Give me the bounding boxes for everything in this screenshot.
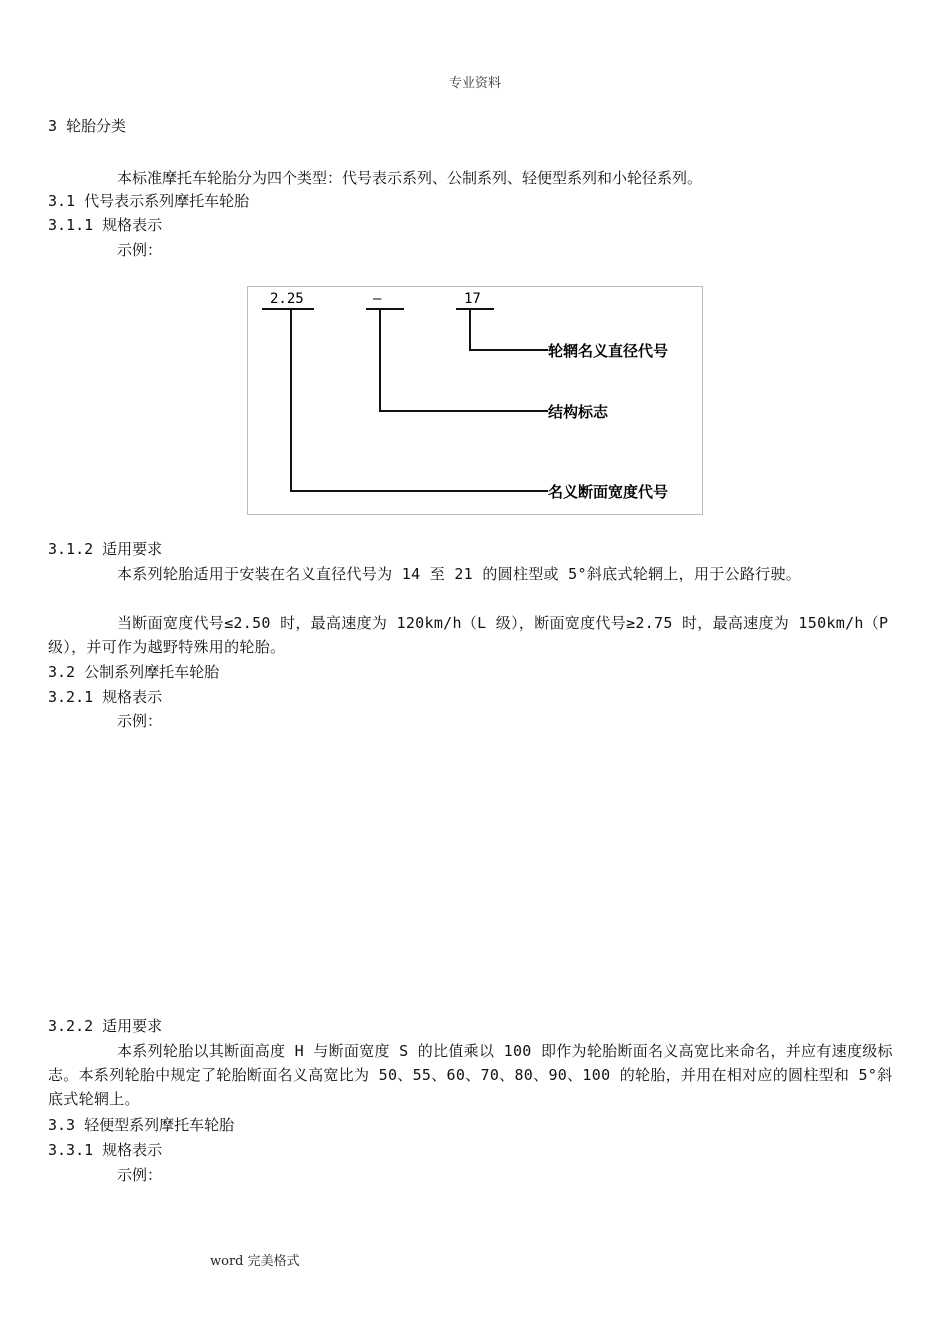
section-3-2-heading: 3.2 公制系列摩托车轮胎 [48,663,220,681]
tire-spec-diagram [247,286,703,515]
page-footer: word 完美格式 [210,1254,300,1269]
diagram-label-width: 名义断面宽度代号 [548,483,669,501]
paragraph-3-1-2-a: 本系列轮胎适用于安装在名义直径代号为 14 至 21 的圆柱型或 5°斜底式轮辋上，用于公路行驶。 [117,565,802,583]
example-label-2: 示例： [117,712,163,730]
example-label-3: 示例： [117,1166,163,1184]
diagram-width-code: 2.25 [270,291,304,307]
tire-spec-diagram-svg [248,287,702,514]
leader-rim [470,309,548,350]
diagram-label-structure: 结构标志 [548,403,609,421]
diagram-label-rim: 轮辋名义直径代号 [548,342,669,360]
page-header: 专业资料 [448,76,501,91]
section-3-3-heading: 3.3 轻便型系列摩托车轮胎 [48,1116,235,1134]
example-label-1: 示例： [117,241,163,259]
section-3-1-2-heading: 3.1.2 适用要求 [48,540,163,558]
leader-width [291,309,548,491]
section-3-intro: 本标准摩托车轮胎分为四个类型：代号表示系列、公制系列、轻便型系列和小轮径系列。 [117,169,703,187]
diagram-rim-code: 17 [464,291,481,307]
paragraph-3-2-2: 本系列轮胎以其断面高度 H 与断面宽度 S 的比值乘以 100 即作为轮胎断面名义高宽比来命名，并应有速度级标志。本系列轮胎中规定了轮胎断面名义高宽比为 50、55、60、70、80、90、100 的轮胎，并用在相对应的圆柱型和 5°斜底式轮辋上。 [48,1042,893,1108]
section-3-2-2-heading: 3.2.2 适用要求 [48,1017,163,1035]
section-3-1-heading: 3.1 代号表示系列摩托车轮胎 [48,192,250,210]
paragraph-3-1-2-b: 当断面宽度代号≤2.50 时，最高速度为 120km/h（L 级），断面宽度代号≥2.75 时，最高速度为 150km/h（P 级），并可作为越野特殊用的轮胎。 [48,614,889,656]
section-3-1-1-heading: 3.1.1 规格表示 [48,216,163,234]
diagram-structure-mark: — [373,291,382,307]
section-3-2-1-heading: 3.2.1 规格表示 [48,688,163,706]
section-3-heading: 3 轮胎分类 [48,117,127,135]
leader-structure [380,309,548,411]
section-3-3-1-heading: 3.3.1 规格表示 [48,1141,163,1159]
